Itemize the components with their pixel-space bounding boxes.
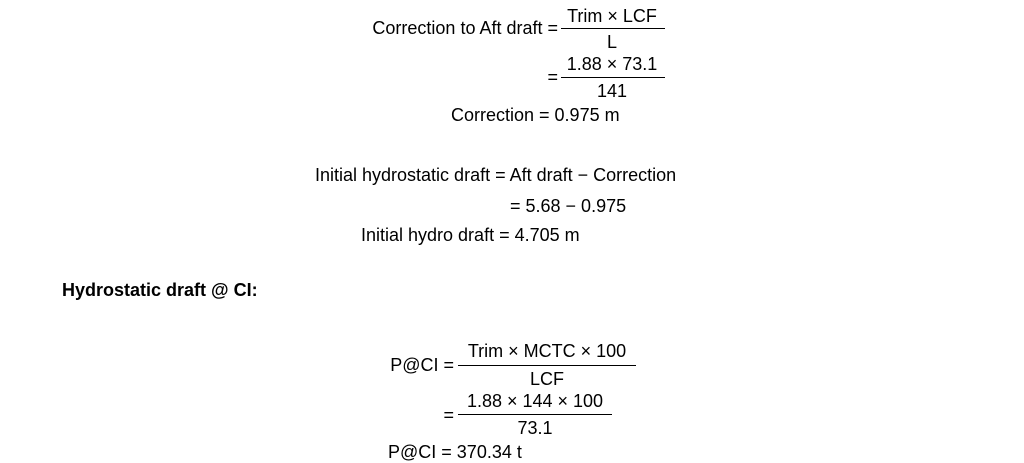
fraction-bar bbox=[561, 28, 665, 29]
initial-draft-result: Initial hydro draft = 4.705 m bbox=[361, 225, 580, 245]
initial-draft-equation: Initial hydrostatic draft = Aft draft − Correction bbox=[315, 165, 677, 185]
correction-eq-sign: = bbox=[547, 67, 558, 87]
pci-frac1-denominator: LCF bbox=[529, 369, 564, 389]
pci-label: P@CI = bbox=[390, 355, 454, 375]
fraction-bar bbox=[458, 414, 612, 415]
correction-frac2-numerator: 1.88 × 73.1 bbox=[566, 54, 658, 74]
pci-eq-sign: = bbox=[443, 405, 454, 425]
pci-result: P@CI = 370.34 t bbox=[388, 442, 522, 462]
correction-frac1-denominator: L bbox=[606, 32, 617, 52]
fraction-bar bbox=[561, 77, 665, 78]
correction-label: Correction to Aft draft = bbox=[372, 18, 558, 38]
correction-result: Correction = 0.975 m bbox=[451, 105, 620, 125]
correction-frac1-numerator: Trim × LCF bbox=[567, 6, 657, 26]
fraction-bar bbox=[458, 365, 636, 366]
correction-frac2-denominator: 141 bbox=[596, 81, 628, 101]
initial-draft-substitution: = 5.68 − 0.975 bbox=[510, 196, 627, 216]
pci-frac2-denominator: 73.1 bbox=[517, 418, 553, 438]
pci-frac1-numerator: Trim × MCTC × 100 bbox=[467, 341, 627, 361]
pci-frac2-numerator: 1.88 × 144 × 100 bbox=[466, 391, 604, 411]
section-heading: Hydrostatic draft @ CI: bbox=[62, 280, 258, 300]
